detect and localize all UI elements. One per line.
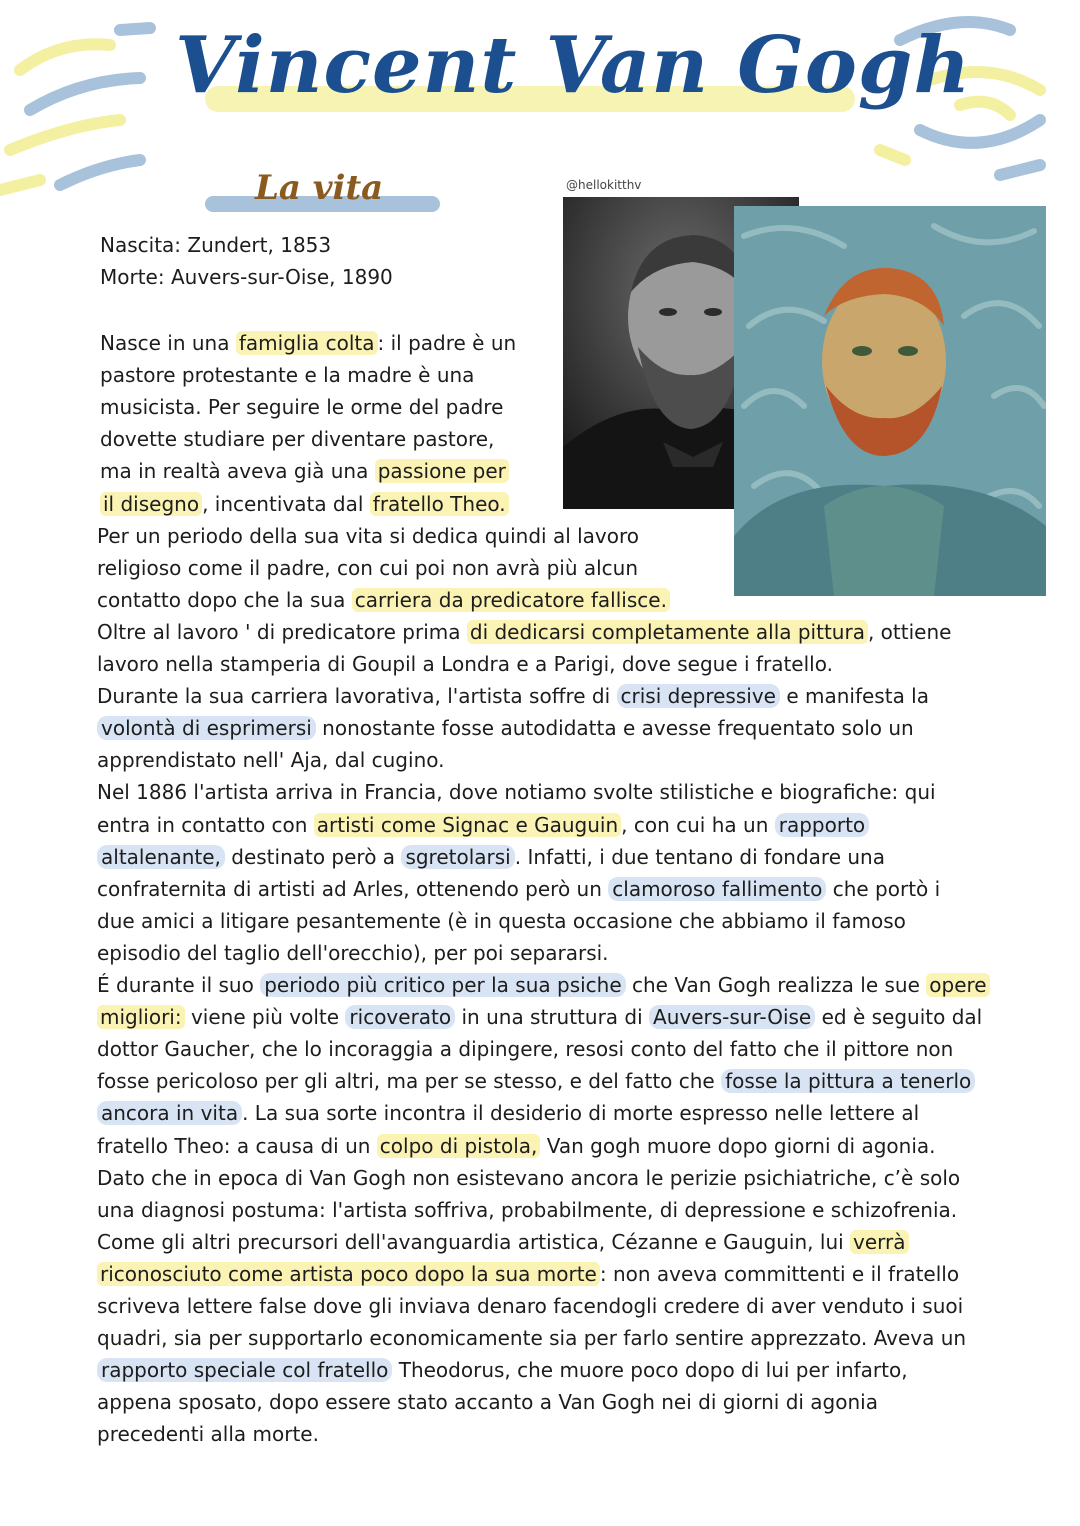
death-info: Morte: Auvers-sur-Oise, 1890 xyxy=(100,265,393,289)
text-segment: . Infatti, i due tentano di fondare una xyxy=(514,844,885,869)
self-portrait-painting xyxy=(734,206,1046,596)
text-segment: . La sua sorte incontra il desiderio di morte espresso nelle lettere al xyxy=(242,1101,920,1126)
biography-line xyxy=(97,873,940,905)
highlight-blue: altalenante, xyxy=(97,845,225,869)
text-segment: e manifesta la xyxy=(779,684,929,709)
section-title: La vita xyxy=(255,168,384,208)
highlight-blue: rapporto speciale col fratello xyxy=(97,1358,392,1382)
biography-line xyxy=(97,776,936,808)
author-handle: @hellokitthv xyxy=(566,178,642,192)
text-segment: Dato che in epoca di Van Gogh non esistevano ancora le perizie psichiatriche, c’è solo xyxy=(97,1165,961,1190)
text-segment: , ottiene xyxy=(867,619,952,644)
highlight-yellow: fratello Theo. xyxy=(370,492,509,516)
biography-line xyxy=(97,905,906,937)
text-segment: scriveva lettere false dove gli inviava denaro facendogli credere di aver venduto i suoi xyxy=(97,1294,964,1318)
highlight-blue: Auvers-sur-Oise xyxy=(649,1005,815,1029)
text-segment: , incentivata dal xyxy=(202,491,370,516)
text-segment: dottor Gaucher, che lo incoraggia a dipingere, resosi conto del fatto che il pittore non xyxy=(97,1037,954,1062)
highlight-yellow: il disegno xyxy=(100,492,202,516)
biography-line xyxy=(97,1033,953,1065)
biography-line xyxy=(97,1226,909,1258)
text-segment: Nel 1886 l'artista arriva in Francia, dove notiamo svolte stilistiche e biografiche: qui xyxy=(97,780,936,805)
text-segment: destinato però a xyxy=(224,844,402,869)
biography-line xyxy=(97,969,990,1001)
highlight-blue: ancora in vita xyxy=(97,1101,242,1125)
text-segment: ed è seguito dal xyxy=(815,1005,983,1030)
page-title: Vincent Van Gogh xyxy=(175,20,972,111)
text-segment: pastore protestante e la madre è una xyxy=(100,363,475,388)
text-segment: Nasce in una xyxy=(100,331,236,355)
highlight-blue: crisi depressive xyxy=(617,684,780,708)
highlight-yellow: colpo di pistola, xyxy=(377,1134,541,1158)
birth-info: Nascita: Zundert, 1853 xyxy=(100,233,332,257)
text-segment: Van gogh muore dopo giorni di agonia. xyxy=(540,1133,936,1158)
text-segment: É durante il suo xyxy=(97,973,261,997)
text-segment: viene più volte xyxy=(184,1005,346,1030)
text-segment: : non aveva committenti e il fratello xyxy=(599,1261,960,1286)
highlight-yellow: riconosciuto come artista poco dopo la sua morte xyxy=(97,1262,600,1286)
text-segment: quadri, sia per supportarlo economicamente sia per farlo sentire apprezzato. Aveva un xyxy=(97,1326,967,1351)
biography-line xyxy=(97,809,869,841)
highlight-yellow: verrà xyxy=(850,1230,909,1254)
biography-line xyxy=(100,327,516,359)
biography-line xyxy=(100,391,503,423)
text-segment: nonostante fosse autodidatta e avesse frequentato solo un xyxy=(315,716,914,741)
highlight-blue: fosse la pittura a tenerlo xyxy=(721,1069,975,1093)
text-segment: fosse pericoloso per gli altri, ma per se stesso, e del fatto che xyxy=(97,1069,722,1094)
biography-line xyxy=(97,1097,919,1129)
text-segment: dovette studiare per diventare pastore, xyxy=(100,427,495,452)
biography-line xyxy=(97,712,914,744)
biography-line xyxy=(97,520,639,552)
text-segment: due amici a litigare pesantemente (è in questa occasione che abbiamo il famoso xyxy=(97,908,906,933)
biography-line xyxy=(97,648,833,680)
biography-line xyxy=(97,1322,966,1354)
highlight-yellow: famiglia colta xyxy=(236,331,378,355)
text-segment: ma in realtà aveva già una xyxy=(100,459,375,484)
text-segment: Come gli altri precursori dell'avanguardia artistica, Cézanne e Gauguin, lui xyxy=(97,1229,851,1254)
text-segment: : il padre è un xyxy=(377,331,517,355)
biography-line xyxy=(97,1194,957,1226)
text-segment: fratello Theo: a causa di un xyxy=(97,1133,377,1158)
highlight-yellow: artisti come Signac e Gauguin xyxy=(314,813,621,837)
biography-line xyxy=(97,552,638,584)
text-segment: in una struttura di xyxy=(455,1005,650,1030)
highlight-yellow: opere xyxy=(926,973,989,997)
biography-line xyxy=(97,616,951,648)
text-segment: lavoro nella stamperia di Goupil a Londra e a Parigi, dove segue i fratello. xyxy=(97,652,833,676)
text-segment: musicista. Per seguire le orme del padre xyxy=(100,395,504,420)
text-segment: Per un periodo della sua vita si dedica quindi al lavoro xyxy=(97,523,640,548)
highlight-blue: sgretolarsi xyxy=(401,845,514,869)
text-segment: episodio del taglio dell'orecchio), per poi separarsi. xyxy=(97,940,609,965)
biography-line xyxy=(97,1386,878,1418)
biography-line xyxy=(100,455,509,487)
biography-line xyxy=(100,359,474,391)
biography-line xyxy=(97,584,670,616)
biography-line xyxy=(97,1130,936,1162)
highlight-blue: rapporto xyxy=(775,813,869,837)
biography-line xyxy=(97,1290,963,1322)
biography-line xyxy=(97,744,444,776)
biography-line xyxy=(97,1418,319,1450)
text-segment: Durante la sua carriera lavorativa, l'artista soffre di xyxy=(97,684,617,709)
highlight-blue: ricoverato xyxy=(345,1005,455,1029)
text-segment: apprendistato nell' Aja, dal cugino. xyxy=(97,748,445,773)
text-segment: religioso come il padre, con cui poi non avrà più alcun xyxy=(97,555,639,580)
biography-line xyxy=(97,841,885,873)
highlight-yellow: migliori: xyxy=(97,1005,185,1029)
highlight-yellow: di dedicarsi completamente alla pittura xyxy=(467,620,868,644)
text-segment: appena sposato, dopo essere stato accanto a Van Gogh nei di giorni di agonia xyxy=(97,1390,878,1415)
text-segment: Theodorus, che muore poco dopo di lui per infarto, xyxy=(392,1358,908,1383)
biography-line xyxy=(97,680,929,712)
highlight-blue: volontà di esprimersi xyxy=(97,716,316,740)
text-segment: precedenti alla morte. xyxy=(97,1422,319,1447)
highlight-yellow: passione per xyxy=(375,459,509,483)
biography-line xyxy=(97,1258,959,1290)
biography-line xyxy=(97,937,609,969)
text-segment: confraternita di artisti ad Arles, ottenendo però un xyxy=(97,876,609,901)
text-segment: che Van Gogh realizza le sue xyxy=(625,973,927,997)
text-segment: una diagnosi postuma: l'artista soffriva, probabilmente, di depressione e schizofrenia. xyxy=(97,1197,958,1222)
biography-line xyxy=(100,423,494,455)
biography-line xyxy=(97,1065,975,1097)
text-segment: che portò i xyxy=(826,876,941,901)
highlight-blue: periodo più critico per la sua psiche xyxy=(260,973,625,997)
biography-line xyxy=(100,488,509,520)
text-segment: Oltre al lavoro ' di predicatore prima xyxy=(97,619,467,644)
text-segment: entra in contatto con xyxy=(97,812,314,837)
biography-line xyxy=(97,1162,960,1194)
highlight-blue: clamoroso fallimento xyxy=(608,877,826,901)
text-segment: , con cui ha un xyxy=(621,812,775,837)
biography-line xyxy=(97,1001,982,1033)
text-segment: contatto dopo che la sua xyxy=(97,587,352,612)
biography-line xyxy=(97,1354,908,1386)
highlight-yellow: carriera da predicatore fallisce. xyxy=(352,588,670,612)
